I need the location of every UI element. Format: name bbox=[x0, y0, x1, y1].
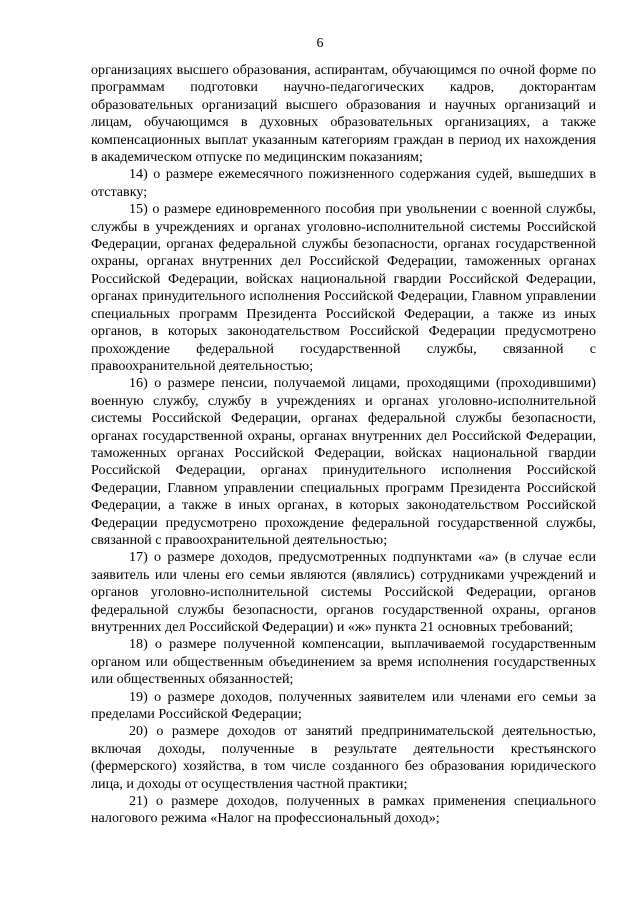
paragraph-16: 16) о размере пенсии, получаемой лицами, проходящими (проходившими) военную службу, службу в учреждениях и органах уголовно-исполнительной системы Российской Федерации, органах федеральной службы безопасности, органах государственной охраны, органах внутренних дел Российской Федерации, таможенных органах Российской Федерации, войсках национальной гвардии Российской Федерации, органах принудительного исполнения Российской Федерации, Главном управлении специальных программ Президента Российской Федерации, а также в иных органах, в которых законодательством Российской Федерации предусмотрено прохождение федеральной государственной службы, связанной с правоохранительной деятельностью; bbox=[91, 375, 596, 548]
paragraph-19: 19) о размере доходов, полученных заявителем или членами его семьи за пределами Российской Федерации; bbox=[91, 688, 596, 723]
paragraph-17: 17) о размере доходов, предусмотренных подпунктами «а» (в случае если заявитель или члены его семьи являются (являлись) сотрудниками учреждений и органов уголовно-исполнительной системы Российской Федерации, органов федеральной службы безопасности, органов государственной охраны, органов внутренних дел Российской Федерации) и «ж» пункта 21 основных требований; bbox=[91, 549, 596, 635]
paragraph-13-continuation: организациях высшего образования, аспирантам, обучающимся по очной форме по программам подготовки научно-педагогических кадров, докторантам образовательных организаций высшего образования и научных организаций и лицам, обучающимся в духовных образовательных организациях, а также компенсационных выплат указанным категориям граждан в период их нахождения в академическом отпуске по медицинским показаниям; bbox=[91, 62, 596, 166]
paragraph-18: 18) о размере полученной компенсации, выплачиваемой государственным органом или общественным объединением за время исполнения государственных или общественных обязанностей; bbox=[91, 636, 596, 688]
paragraph-15: 15) о размере единовременного пособия при увольнении с военной службы, службы в учреждениях и органах уголовно-исполнительной системы Российской Федерации, органах федеральной службы безопасности, органах государственной охраны, органах внутренних дел Российской Федерации, таможенных органах Российской Федерации, войсках национальной гвардии Российской Федерации, органах принудительного исполнения Российской Федерации, Главном управлении специальных программ Президента Российской Федерации, а также из иных органов, в которых законодательством Российской Федерации предусмотрено прохождение федеральной государственной службы, связанной с правоохранительной деятельностью; bbox=[91, 201, 596, 374]
document-body bbox=[91, 62, 596, 828]
paragraph-20: 20) о размере доходов от занятий предпринимательской деятельностью, включая доходы, полученные в результате деятельности крестьянского (фермерского) хозяйства, в том числе созданного без образования юридического лица, и доходы от осуществления частной практики; bbox=[91, 723, 596, 792]
paragraph-14: 14) о размере ежемесячного пожизненного содержания судей, вышедших в отставку; bbox=[91, 166, 596, 200]
paragraph-21: 21) о размере доходов, полученных в рамках применения специального налогового режима «Налог на профессиональный доход»; bbox=[91, 793, 596, 827]
page-number: 6 bbox=[316, 36, 324, 51]
